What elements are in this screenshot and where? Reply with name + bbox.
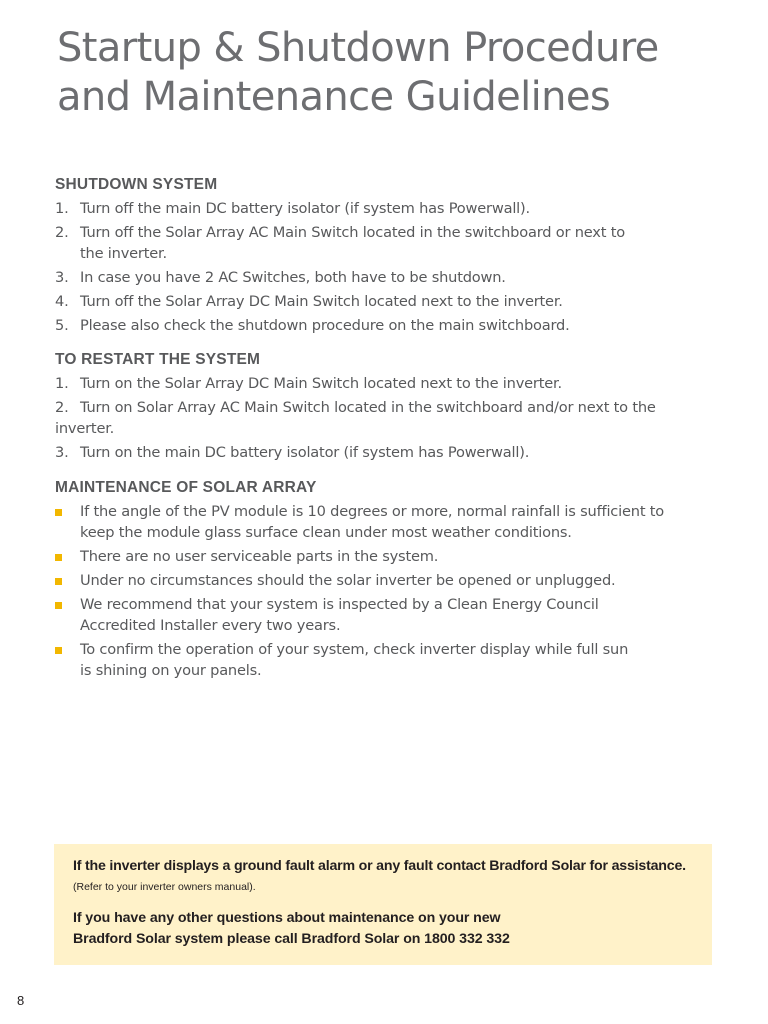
page-title <box>57 24 747 122</box>
square-bullet-icon <box>55 509 62 516</box>
shutdown-step-3 <box>55 267 715 288</box>
maintenance-section <box>55 479 715 684</box>
refer-manual-note: (Refer to your inverter owners manual). <box>73 881 256 893</box>
item-text-line-1: There are no user serviceable parts in the system. <box>80 548 439 565</box>
item-text-line-1: If the angle of the PV module is 10 degrees or more, normal rainfall is sufficient to <box>80 503 665 520</box>
square-bullet-icon <box>55 602 62 609</box>
shutdown-step-5 <box>55 315 715 336</box>
square-bullet-icon <box>55 647 62 654</box>
shutdown-step-1 <box>55 198 715 219</box>
notice-box <box>54 844 712 965</box>
contact-line-2: Bradford Solar system please call Bradford Solar on 1800 332 332 <box>73 931 510 947</box>
restart-step-3 <box>55 442 715 463</box>
maintenance-item-4 <box>55 594 715 636</box>
step-text-line-1: Turn off the Solar Array AC Main Switch located in the switchboard or next to <box>80 224 625 241</box>
page-title-line-2: and Maintenance Guidelines <box>57 74 611 120</box>
step-text: Turn on the main DC battery isolator (if system has Powerwall). <box>80 444 530 461</box>
contact-notice <box>73 908 510 950</box>
shutdown-step-2 <box>55 222 715 264</box>
restart-section <box>55 351 715 466</box>
maintenance-item-1 <box>55 501 715 543</box>
square-bullet-icon <box>55 554 62 561</box>
item-text-line-2: Accredited Installer every two years. <box>80 617 341 634</box>
step-text: Turn off the main DC battery isolator (if system has Powerwall). <box>80 200 530 217</box>
maintenance-item-5 <box>55 639 715 681</box>
maintenance-item-2 <box>55 546 715 567</box>
step-text: Turn on Solar Array AC Main Switch located in the switchboard and/or next to the inverter. <box>55 399 656 437</box>
page-title-line-1: Startup & Shutdown Procedure <box>57 25 659 71</box>
item-text-line-1: Under no circumstances should the solar inverter be opened or unplugged. <box>80 572 616 589</box>
step-number: 5. <box>55 317 69 334</box>
shutdown-section <box>55 176 715 339</box>
fault-notice-text: If the inverter displays a ground fault alarm or any fault contact Bradford Solar for assistance. <box>73 858 686 874</box>
step-number: 1. <box>55 200 69 217</box>
item-text-line-1: We recommend that your system is inspected by a Clean Energy Council <box>80 596 599 613</box>
contact-line-1: If you have any other questions about maintenance on your new <box>73 910 501 926</box>
maintenance-item-3 <box>55 570 715 591</box>
step-text: Turn on the Solar Array DC Main Switch located next to the inverter. <box>80 375 562 392</box>
maintenance-heading: MAINTENANCE OF SOLAR ARRAY <box>55 479 317 496</box>
step-number: 3. <box>55 269 69 286</box>
shutdown-heading: SHUTDOWN SYSTEM <box>55 176 218 193</box>
step-number: 2. <box>55 399 69 416</box>
step-text-line-2: the inverter. <box>80 245 167 262</box>
step-number: 4. <box>55 293 69 310</box>
step-text: In case you have 2 AC Switches, both have to be shutdown. <box>80 269 506 286</box>
restart-step-1 <box>55 373 715 394</box>
shutdown-step-4 <box>55 291 715 312</box>
page-number: 8 <box>17 993 25 1008</box>
step-number: 3. <box>55 444 69 461</box>
item-text-line-1: To confirm the operation of your system, check inverter display while full sun <box>80 641 629 658</box>
step-text: Turn off the Solar Array DC Main Switch located next to the inverter. <box>80 293 563 310</box>
square-bullet-icon <box>55 578 62 585</box>
restart-heading: TO RESTART THE SYSTEM <box>55 351 261 368</box>
item-text-line-2: keep the module glass surface clean under most weather conditions. <box>80 524 572 541</box>
step-text: Please also check the shutdown procedure on the main switchboard. <box>80 317 570 334</box>
restart-step-2 <box>55 397 675 439</box>
step-number: 2. <box>55 224 69 241</box>
item-text-line-2: is shining on your panels. <box>80 662 262 679</box>
step-number: 1. <box>55 375 69 392</box>
